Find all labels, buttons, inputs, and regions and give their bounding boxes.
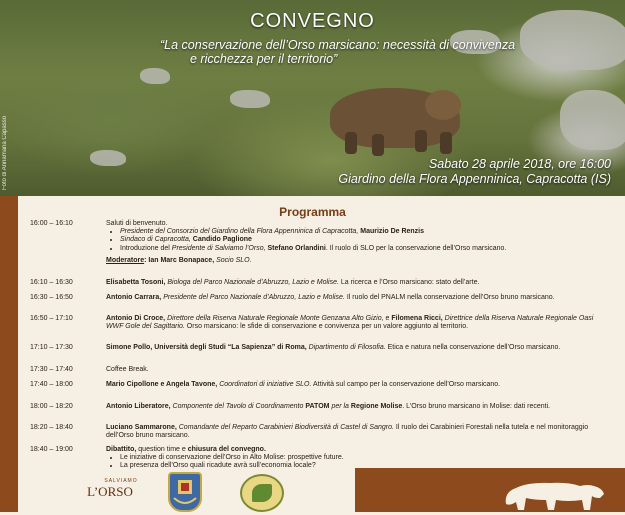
crest-icon bbox=[170, 474, 200, 510]
row-time: 18:00 – 18:20 bbox=[30, 403, 73, 410]
row-description: Coffee Break. bbox=[106, 366, 149, 373]
bear-leg bbox=[440, 132, 452, 154]
salviamo-lorso-logo: SALVIAMO L’ORSO bbox=[87, 478, 138, 499]
row-time: 16:10 – 16:30 bbox=[30, 279, 73, 286]
municipal-crest-logo bbox=[168, 472, 202, 512]
bear-leg bbox=[372, 134, 384, 156]
row-description: Antonio Liberatore, Componente del Tavolo di Coordinamento PATOM per la Regione Molise. L’Orso bruno marsicano in Molise: dati recenti. bbox=[106, 403, 551, 410]
event-subtitle bbox=[160, 38, 625, 66]
event-venue: Giardino della Flora Appenninica, Capracotta (IS) bbox=[338, 172, 611, 186]
event-date-venue bbox=[338, 157, 611, 187]
row-time: 16:00 – 16:10 bbox=[30, 220, 73, 227]
row-description: Luciano Sammarone, Comandante del Reparto Carabinieri Biodiversità di Castel di Sangro. Il ruolo dei Carabinieri Forestali nella tutela e nel monitoraggio dell’Orso bruno marsicano. bbox=[106, 424, 589, 440]
row-time: 16:30 – 16:50 bbox=[30, 294, 73, 301]
list-item: • Introduzione del Presidente di Salviamo l’Orso, Stefano Orlandini. Il ruolo di SLO per la conservazione dell’Orso marsicano. bbox=[120, 245, 610, 253]
list-item: • Presidente del Consorzio del Giardino della Flora Appenninica di Capracotta, Maurizio De Renzis bbox=[120, 228, 610, 236]
row-description: Mario Cipollone e Angela Tavone, Coordinatori di iniziative SLO. Attività sul campo per la conservazione dell’Orso marsicano. bbox=[106, 381, 501, 388]
welcome-text: Saluti di benvenuto. bbox=[106, 220, 168, 227]
event-title: CONVEGNO bbox=[250, 10, 375, 32]
bear-leg bbox=[345, 132, 357, 154]
list-item: • Sindaco di Capracotta, Candido Paglione bbox=[120, 236, 610, 244]
subtitle-line-1: “La conservazione dell’Orso marsicano: necessità di convivenza bbox=[160, 38, 516, 52]
row-description: Antonio Carrara, Presidente del Parco Nazionale d’Abruzzo, Lazio e Molise. Il ruolo del PNALM nella conservazione dell’Orso bruno marsicano. bbox=[106, 294, 555, 301]
event-date: Sabato 28 aprile 2018, ore 16:00 bbox=[428, 157, 611, 171]
row-description: Elisabetta Tosoni, Biologa del Parco Nazionale d’Abruzzo, Lazio e Molise. La ricerca e l’Orso marsicano: stato dell’arte. bbox=[106, 279, 480, 286]
row-time: 17:10 – 17:30 bbox=[30, 344, 73, 351]
row-time: 16:50 – 17:10 bbox=[30, 315, 73, 322]
debate-line: Dibattito, question time e chiusura del convegno. bbox=[106, 446, 266, 453]
bear-head-image bbox=[425, 90, 461, 120]
garden-seal-logo bbox=[240, 474, 284, 512]
moderator-line: Moderatore: Ian Marc Bonapace, Socio SLO. bbox=[106, 256, 252, 264]
row-time: 17:40 – 18:00 bbox=[30, 381, 73, 388]
welcome-list bbox=[106, 228, 610, 253]
row-time: 18:20 – 18:40 bbox=[30, 424, 73, 431]
hero-photo bbox=[0, 0, 625, 196]
row-time: 18:40 – 19:00 bbox=[30, 446, 73, 453]
row-description bbox=[106, 446, 610, 471]
leaf-icon bbox=[252, 484, 272, 502]
subtitle-line-2: e ricchezza per il territorio” bbox=[190, 52, 338, 66]
bear-silhouette-icon bbox=[498, 474, 608, 512]
bear-leg bbox=[415, 130, 427, 152]
list-item: • Le iniziative di conservazione dell’Orso in Alto Molise: prospettive future. bbox=[120, 454, 610, 462]
row-time: 17:30 – 17:40 bbox=[30, 366, 73, 373]
row-description bbox=[106, 220, 610, 265]
rock-shape bbox=[90, 150, 126, 166]
row-description: Simone Pollo, Università degli Studi “La Sapienza” di Roma, Dipartimento di Filosofia. Etica e natura nella conservazione dell’Orso marsicano. bbox=[106, 344, 561, 351]
rock-shape bbox=[560, 90, 625, 150]
list-item: • La presenza dell’Orso quali ricadute avrà sull’economia locale? bbox=[120, 462, 610, 470]
rock-shape bbox=[230, 90, 270, 108]
programme-title: Programma bbox=[279, 205, 346, 219]
photo-credit: Foto di Annamaria Capasso bbox=[2, 115, 8, 190]
left-accent-bar bbox=[0, 196, 18, 512]
rock-shape bbox=[140, 68, 170, 84]
row-description: Antonio Di Croce, Direttore della Riserva Naturale Regionale Monte Genzana Alto Gizio, e Filomena Ricci, Direttrice della Riserva Naturale Regionale Oasi WWF Gole del Sagittario. Orso marsicano: le sfide di conservazione e convivenza per un valore aggiunto al territorio. bbox=[106, 315, 594, 331]
